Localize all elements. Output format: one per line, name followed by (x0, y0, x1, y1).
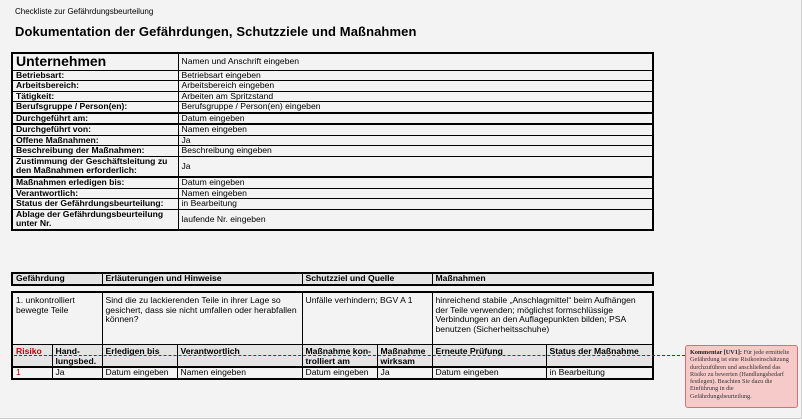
info-label: Tätigkeit: (12, 91, 178, 102)
sub-header: Status der Maßnahme (546, 344, 653, 367)
sub-value[interactable]: Ja (377, 367, 432, 379)
hazard-table (11, 291, 654, 380)
company-field[interactable]: Namen und Anschrift eingeben (178, 53, 653, 70)
page-title: Dokumentation der Gefährdungen, Schutzziele und Maßnahmen (15, 24, 417, 39)
sub-value[interactable]: in Bearbeitung (546, 367, 653, 379)
info-label: Betriebsart: (12, 70, 178, 81)
info-label: Durchgeführt am: (12, 113, 178, 125)
column-header: Gefährdung (12, 273, 102, 285)
hazard-measures[interactable]: hinreichend stabile „Anschlagmittel“ beim Aufhängen der Teile verwenden; möglichst formschlüssige Verbindungen an den Auflagepunkten bilden; PSA benutzen (Sicherheitsschuhe) (432, 292, 653, 344)
hazard-hints: Sind die zu lackierenden Teile in ihrer Lage so gesichert, dass sie nicht umfallen oder herabfallen können? (102, 292, 302, 344)
info-label: Beschreibung der Maßnahmen: (12, 146, 178, 157)
sub-value[interactable]: Ja (52, 367, 102, 379)
info-label: Zustimmung der Geschäftsleitung zu den Maßnahmen erforderlich: (12, 156, 178, 177)
info-field[interactable]: Arbeitsbereich eingeben (178, 81, 653, 92)
info-field[interactable]: Namen eingeben (178, 188, 653, 199)
info-label: Berufsgruppe / Person(en): (12, 102, 178, 113)
info-field[interactable]: Datum eingeben (178, 113, 653, 125)
column-header: Erläuterungen und Hinweise (102, 273, 302, 285)
info-label: Status der Gefährdungsbeurteilung: (12, 199, 178, 210)
info-field[interactable]: Datum eingeben (178, 177, 653, 188)
info-label: Verantwortlich: (12, 188, 178, 199)
comment-text: Für jede ermittelte Gefährdung ist eine Risikoeinschätzung durchzuführen und anschließend das Risiko zu bewerten (Handlungsbedarf festlegen). Beachten Sie dazu die Einführung in die Gefährdungsbeurteilung. (690, 349, 790, 400)
sub-header: Verantwortlich (177, 344, 302, 367)
hazard-column-headers (11, 272, 654, 286)
sub-value[interactable]: Namen eingeben (177, 367, 302, 379)
column-header: Maßnahmen (432, 273, 653, 285)
hazard-goal: Unfälle verhindern; BGV A 1 (302, 292, 432, 344)
sub-value[interactable]: Datum eingeben (102, 367, 177, 379)
sub-value[interactable]: Datum eingeben (432, 367, 546, 379)
info-field[interactable]: Arbeiten am Spritzstand (178, 91, 653, 102)
info-field[interactable]: Ja (178, 156, 653, 177)
info-label: Arbeitsbereich: (12, 81, 178, 92)
info-field[interactable]: Betriebsart eingeben (178, 70, 653, 81)
info-field[interactable]: Ja (178, 135, 653, 146)
sub-header: Hand-lungsbed. (52, 344, 102, 367)
column-header: Schutzziel und Quelle (302, 273, 432, 285)
info-field[interactable]: Namen eingeben (178, 124, 653, 135)
sub-header: Erledigen bis (102, 344, 177, 367)
comment-balloon[interactable] (685, 345, 798, 408)
sub-value[interactable]: Datum eingeben (302, 367, 377, 379)
sub-header-risiko: Risiko (12, 344, 52, 367)
info-label: Ablage der Gefährdungsbeurteilung unter Nr. (12, 209, 178, 230)
info-label: Maßnahmen erledigen bis: (12, 177, 178, 188)
comment-anchor-line (14, 355, 685, 356)
page-header: Checkliste zur Gefährdungsbeurteilung (15, 7, 154, 16)
info-field[interactable]: Berufsgruppe / Person(en) eingeben (178, 102, 653, 113)
info-field[interactable]: laufende Nr. eingeben (178, 209, 653, 230)
sub-header: Maßnahme wirksam (377, 344, 432, 367)
hazard-name: 1. unkontrolliert bewegte Teile (12, 292, 102, 344)
info-field[interactable]: Beschreibung eingeben (178, 146, 653, 157)
sub-header: Maßnahme kon-trolliert am (302, 344, 377, 367)
risk-value[interactable]: 1 (12, 367, 52, 379)
company-info-table (11, 52, 654, 231)
info-field[interactable]: in Bearbeitung (178, 199, 653, 210)
info-label: Offene Maßnahmen: (12, 135, 178, 146)
comment-label: Kommentar [UV1]: (690, 349, 742, 356)
info-label: Unternehmen (12, 53, 178, 70)
info-label: Durchgeführt von: (12, 124, 178, 135)
sub-header: Erneute Prüfung (432, 344, 546, 367)
